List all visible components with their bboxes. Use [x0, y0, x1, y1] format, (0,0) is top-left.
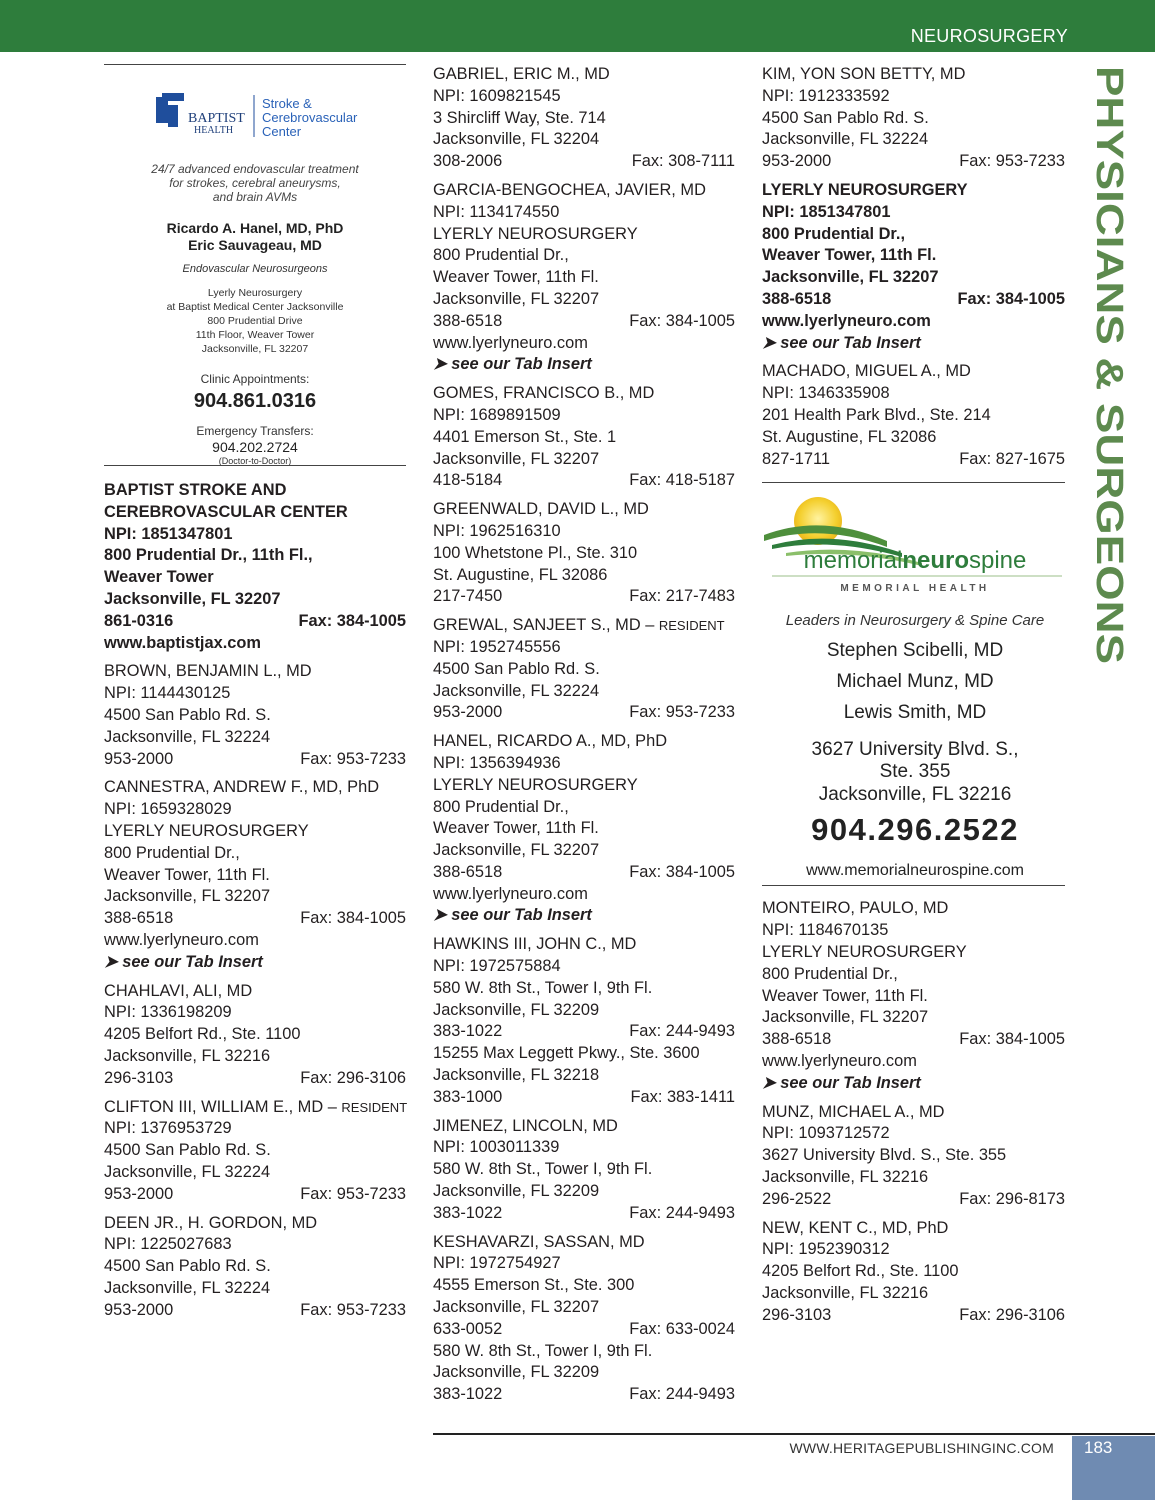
directory-entry	[433, 64, 735, 173]
entry-line: Jacksonville, FL 32204	[433, 130, 600, 149]
fax: Fax: 633-0024	[629, 1319, 735, 1338]
side-title	[1085, 60, 1133, 680]
phone: 388-6518	[433, 311, 503, 330]
entry-line: DEEN JR., H. GORDON, MD	[104, 1213, 318, 1232]
entry-line: Jacksonville, FL 32216	[762, 1283, 929, 1302]
memorial-url: www.memorialneurospine.com	[806, 862, 1024, 880]
entry-line: NEW, KENT C., MD, PhD	[762, 1218, 949, 1237]
phone-line	[104, 1068, 406, 1090]
directory-entry	[762, 898, 1065, 1094]
entry-line: MACHADO, MIGUEL A., MD	[762, 362, 971, 381]
column-3	[762, 64, 1065, 1333]
fax: Fax: 953-7233	[300, 749, 406, 768]
entry-line: 800 Prudential Dr.,	[433, 797, 569, 816]
entry-line: Jacksonville, FL 32207	[433, 1298, 600, 1317]
entry-line: Jacksonville, FL 32209	[433, 1000, 600, 1019]
entry-line: Jacksonville, FL 32216	[104, 1046, 271, 1065]
directory-entry	[433, 1232, 735, 1406]
phone: 953-2000	[104, 1184, 174, 1203]
entry-line: 3 Shircliff Way, Ste. 714	[433, 108, 606, 127]
directory-entry	[433, 180, 735, 376]
entry-line: KESHAVARZI, SASSAN, MD	[433, 1232, 645, 1251]
fax: Fax: 384-1005	[629, 862, 735, 881]
entries-column-2	[433, 64, 735, 1406]
phone-line	[104, 611, 406, 633]
directory-entry	[433, 383, 735, 492]
address-0: Lyerly Neurosurgery	[207, 287, 303, 299]
baptist-ad-graphic	[104, 65, 406, 465]
entry-line: LYERLY NEUROSURGERY	[104, 821, 309, 840]
phone-line	[104, 908, 406, 930]
phone: 296-2522	[762, 1189, 832, 1208]
entries-column-1	[104, 480, 406, 1321]
phone-line	[104, 749, 406, 771]
tab-insert-note: ➤ see our Tab Insert	[762, 1073, 921, 1092]
entry-line: 4555 Emerson St., Ste. 300	[433, 1276, 635, 1295]
directory-entry	[104, 1213, 406, 1322]
entry-line: 800 Prudential Dr.,	[762, 964, 898, 983]
entries-column-3-bottom	[762, 898, 1065, 1326]
phone-line	[762, 151, 1065, 173]
fax: Fax: 384-1005	[300, 909, 406, 928]
m-address-2: Jacksonville, FL 32216	[818, 784, 1012, 806]
entry-line: NPI: 1912333592	[762, 86, 890, 105]
entry-line: NPI: 1609821545	[433, 86, 561, 105]
directory-entry	[104, 480, 406, 654]
phone-line	[762, 1029, 1065, 1051]
entry-line: Jacksonville, FL 32224	[433, 681, 600, 700]
fax: Fax: 827-1675	[959, 449, 1065, 468]
entry-line: St. Augustine, FL 32086	[762, 427, 937, 446]
phone-line	[433, 862, 735, 884]
entry-line: 201 Health Park Blvd., Ste. 214	[762, 405, 991, 424]
entry-line: 4401 Emerson St., Ste. 1	[433, 427, 617, 446]
phone: 388-6518	[762, 289, 832, 308]
center-line-1: Cerebrovascular	[262, 110, 358, 125]
phone-line	[433, 1203, 735, 1225]
entry-line: 4205 Belfort Rd., Ste. 1100	[104, 1025, 301, 1044]
entry-line: MONTEIRO, PAULO, MD	[762, 899, 949, 918]
tab-insert-note: ➤ see our Tab Insert	[104, 952, 263, 971]
phone: 388-6518	[762, 1030, 832, 1049]
entry-line: 4500 San Pablo Rd. S.	[433, 659, 600, 678]
website-link[interactable]: www.lyerlyneuro.com	[104, 930, 259, 949]
entry-line: Jacksonville, FL 32216	[762, 1167, 929, 1186]
entry-line: Jacksonville, FL 32207	[104, 589, 281, 608]
entry-line: Jacksonville, FL 32207	[433, 841, 600, 860]
entry-line: NPI: 1952745556	[433, 637, 561, 656]
fax: Fax: 308-7111	[631, 152, 735, 171]
entry-line: NPI: 1356394936	[433, 753, 561, 772]
phone: 383-1000	[433, 1087, 503, 1106]
phone: 383-1022	[433, 1022, 503, 1041]
website-link[interactable]: www.baptistjax.com	[104, 633, 261, 652]
tab-insert-note: ➤ see our Tab Insert	[433, 355, 592, 374]
fax: Fax: 384-1005	[629, 311, 735, 330]
fax: Fax: 296-8173	[959, 1189, 1065, 1208]
divider	[762, 885, 1065, 886]
directory-entry	[433, 731, 735, 927]
entry-line: NPI: 1144430125	[104, 684, 231, 703]
directory-entry	[104, 981, 406, 1090]
website-link[interactable]: www.lyerlyneuro.com	[762, 1051, 917, 1070]
entry-line: NPI: 1003011339	[433, 1138, 560, 1157]
fax: Fax: 953-7233	[959, 152, 1065, 171]
entry-line: HANEL, RICARDO A., MD, PhD	[433, 732, 668, 751]
brand-a: memorial	[803, 547, 903, 575]
m-address-1: Ste. 355	[879, 761, 951, 783]
phone: 308-2006	[433, 152, 503, 171]
baptist-logo-sub: HEALTH	[194, 125, 234, 136]
entry-line: 4500 San Pablo Rd. S.	[104, 1257, 271, 1276]
entry-line: 4500 San Pablo Rd. S.	[762, 108, 929, 127]
fax: Fax: 296-3106	[959, 1305, 1065, 1324]
clinic-phone: 904.861.0316	[193, 390, 317, 412]
memorial-phone: 904.296.2522	[811, 812, 1019, 848]
entry-line: Jacksonville, FL 32207	[433, 289, 600, 308]
entry-line: LYERLY NEUROSURGERY	[433, 224, 638, 243]
website-link[interactable]: www.lyerlyneuro.com	[762, 311, 931, 330]
entries-column-3-top	[762, 64, 1065, 470]
entry-line: NPI: 1972754927	[433, 1254, 561, 1273]
m-address-0: 3627 University Blvd. S.,	[811, 739, 1019, 761]
phone: 296-3103	[104, 1068, 174, 1087]
entry-line: KIM, YON SON BETTY, MD	[762, 65, 966, 83]
directory-entry	[433, 934, 735, 1108]
fax: Fax: 383-1411	[630, 1087, 735, 1106]
entry-line: Weaver Tower, 11th Fl.	[104, 865, 270, 884]
entry-line: 4500 San Pablo Rd. S.	[104, 705, 271, 724]
fax: Fax: 384-1005	[959, 1030, 1065, 1049]
entry-line: NPI: 1659328029	[104, 800, 232, 819]
m-doctor-0: Stephen Scibelli, MD	[826, 640, 1004, 662]
entry-line: Jacksonville, FL 32218	[433, 1066, 600, 1085]
website-link[interactable]: www.lyerlyneuro.com	[433, 333, 588, 352]
phone-line	[433, 1087, 735, 1109]
entry-line: HAWKINS III, JOHN C., MD	[433, 935, 637, 954]
baptist-ad	[104, 65, 406, 465]
sun-logo-icon	[794, 497, 842, 545]
phone: 633-0052	[433, 1319, 503, 1338]
phone-line	[104, 1300, 406, 1322]
page-number: 183	[1084, 1438, 1113, 1457]
emergency-note: (Doctor-to-Doctor)	[218, 456, 292, 465]
entry-line: 580 W. 8th St., Tower I, 9th Fl.	[433, 978, 653, 997]
memorial-brand	[804, 547, 1027, 574]
address-2: 800 Prudential Drive	[207, 315, 303, 327]
address-4: Jacksonville, FL 32207	[201, 343, 309, 355]
phone-line	[433, 702, 735, 724]
entry-line: Weaver Tower	[104, 568, 214, 587]
phone: 827-1711	[762, 449, 831, 468]
entry-line: NPI: 1972575884	[433, 957, 561, 976]
phone: 861-0316	[104, 611, 174, 630]
entry-line: NPI: 1376953729	[104, 1119, 232, 1138]
column-2	[433, 64, 735, 1413]
section-title: NEUROSURGERY	[910, 26, 1068, 46]
divider	[104, 465, 406, 466]
entry-line: NPI: 1134174550	[433, 202, 560, 221]
entry-line: CEREBROVASCULAR CENTER	[104, 502, 348, 521]
fax: Fax: 296-3106	[300, 1068, 406, 1087]
entry-line: LYERLY NEUROSURGERY	[433, 775, 638, 794]
phone-line	[762, 289, 1065, 311]
phone: 953-2000	[104, 1300, 174, 1319]
entry-line: 4500 San Pablo Rd. S.	[104, 1141, 271, 1160]
clinic-label: Clinic Appointments:	[200, 372, 310, 386]
fax: Fax: 244-9493	[629, 1203, 735, 1222]
phone-line	[104, 1184, 406, 1206]
m-doctor-2: Lewis Smith, MD	[843, 702, 987, 724]
phone-line	[433, 470, 735, 492]
entry-line: GARCIA-BENGOCHEA, JAVIER, MD	[433, 180, 706, 199]
entry-line: NPI: 1952390312	[762, 1240, 890, 1259]
entry-line: LYERLY NEUROSURGERY	[762, 180, 968, 199]
phone: 388-6518	[433, 862, 503, 881]
phone: 953-2000	[433, 703, 503, 722]
phone-line	[433, 311, 735, 333]
entry-line: 800 Prudential Dr., 11th Fl.,	[104, 546, 313, 565]
emergency-phone: 904.202.2724	[212, 439, 298, 455]
entry-line: GABRIEL, ERIC M., MD	[433, 65, 610, 83]
baptist-logo-icon	[156, 93, 184, 127]
fax: Fax: 384-1005	[298, 611, 406, 630]
memorial-ad-graphic	[762, 483, 1065, 881]
entry-line: Weaver Tower, 11th Fl.	[762, 246, 937, 265]
doctor-1: Eric Sauvageau, MD	[188, 237, 322, 253]
entry-line: MUNZ, MICHAEL A., MD	[762, 1102, 945, 1121]
entry-line: NPI: 1184670135	[762, 921, 889, 940]
fax: Fax: 953-7233	[300, 1300, 406, 1319]
directory-entry	[762, 361, 1065, 470]
column-1	[104, 64, 406, 1328]
entry-line: NPI: 1346335908	[762, 384, 890, 403]
ad-role: Endovascular Neurosurgeons	[182, 263, 328, 275]
entry-line: Weaver Tower, 11th Fl.	[433, 268, 599, 287]
fax: Fax: 953-7233	[629, 703, 735, 722]
entry-line: 580 W. 8th St., Tower I, 9th Fl.	[433, 1341, 653, 1360]
entry-name: GREWAL, SANJEET S., MD – RESIDENT	[433, 616, 725, 635]
phone: 953-2000	[104, 749, 174, 768]
phone: 418-5184	[433, 471, 503, 490]
header-bar	[0, 0, 1155, 52]
entry-line: NPI: 1225027683	[104, 1235, 232, 1254]
entry-line: 15255 Max Leggett Pkwy., Ste. 3600	[433, 1044, 700, 1063]
directory-entry	[433, 615, 735, 724]
resident-label: RESIDENT	[341, 1099, 408, 1115]
phone: 953-2000	[762, 152, 832, 171]
directory-entry	[762, 64, 1065, 173]
phone-line	[433, 1384, 735, 1406]
entry-line: Jacksonville, FL 32224	[762, 130, 929, 149]
phone: 388-6518	[104, 909, 174, 928]
entry-line: GREENWALD, DAVID L., MD	[433, 500, 649, 519]
center-line-2: Center	[262, 124, 302, 139]
entry-line: NPI: 1962516310	[433, 521, 561, 540]
entry-line: Jacksonville, FL 32209	[433, 1182, 600, 1201]
footer-url[interactable]: WWW.HERITAGEPUBLISHINGINC.COM	[789, 1440, 1054, 1456]
phone: 296-3103	[762, 1305, 832, 1324]
phone-line	[433, 1021, 735, 1043]
website-link[interactable]: www.lyerlyneuro.com	[433, 884, 588, 903]
fax: Fax: 418-5187	[629, 471, 735, 490]
tab-insert-note: ➤ see our Tab Insert	[762, 333, 921, 352]
entry-line: 100 Whetstone Pl., Ste. 310	[433, 543, 638, 562]
entry-line: LYERLY NEUROSURGERY	[762, 942, 967, 961]
phone: 383-1022	[433, 1385, 503, 1404]
entry-line: NPI: 1336198209	[104, 1003, 232, 1022]
entry-line: Jacksonville, FL 32207	[104, 887, 271, 906]
brand-c: spine	[968, 547, 1027, 575]
entry-line: NPI: 1689891509	[433, 405, 561, 424]
entry-line: Weaver Tower, 11th Fl.	[433, 819, 599, 838]
directory-entry	[762, 1218, 1065, 1327]
resident-label: RESIDENT	[658, 618, 725, 634]
phone: 217-7450	[433, 587, 503, 606]
fax: Fax: 217-7483	[629, 587, 735, 606]
emergency-label: Emergency Transfers:	[196, 424, 314, 438]
side-title-text: PHYSICIANS & SURGEONS	[1088, 66, 1130, 565]
fax: Fax: 384-1005	[957, 289, 1065, 308]
entry-line: Jacksonville, FL 32207	[762, 268, 939, 287]
entry-line: Jacksonville, FL 32224	[104, 1162, 271, 1181]
phone: 383-1022	[433, 1203, 503, 1222]
memorial-sub: MEMORIAL HEALTH	[840, 583, 990, 595]
directory-entry	[104, 661, 406, 770]
entry-line: GOMES, FRANCISCO B., MD	[433, 384, 655, 403]
phone-line	[433, 151, 735, 173]
directory-entry	[762, 180, 1065, 354]
entry-line: CHAHLAVI, ALI, MD	[104, 981, 253, 1000]
entry-line: NPI: 1851347801	[104, 524, 233, 543]
directory-entry	[762, 1102, 1065, 1211]
entry-line: BAPTIST STROKE AND	[104, 481, 287, 499]
memorial-ad	[762, 483, 1065, 881]
directory-entry	[433, 499, 735, 608]
phone-line	[433, 1319, 735, 1341]
tagline-1: for strokes, cerebral aneurysms,	[169, 176, 341, 190]
phone-line	[762, 1305, 1065, 1327]
doctor-0: Ricardo A. Hanel, MD, PhD	[166, 220, 344, 236]
brand-b: neuro	[902, 547, 969, 575]
entry-line: 4205 Belfort Rd., Ste. 1100	[762, 1262, 959, 1281]
baptist-logo-name: BAPTIST	[188, 111, 245, 126]
entry-line: 800 Prudential Dr.,	[762, 224, 906, 243]
address-3: 11th Floor, Weaver Tower	[195, 329, 315, 341]
entry-line: 800 Prudential Dr.,	[104, 843, 240, 862]
fax: Fax: 244-9493	[629, 1385, 735, 1404]
m-doctor-1: Michael Munz, MD	[836, 671, 994, 693]
entry-line: Jacksonville, FL 32207	[762, 1008, 929, 1027]
entry-line: Jacksonville, FL 32224	[104, 1278, 271, 1297]
fax: Fax: 244-9493	[629, 1022, 735, 1041]
entry-line: BROWN, BENJAMIN L., MD	[104, 662, 312, 681]
entry-line: 3627 University Blvd. S., Ste. 355	[762, 1146, 1007, 1165]
memorial-tagline: Leaders in Neurosurgery & Spine Care	[785, 612, 1045, 630]
entry-line: St. Augustine, FL 32086	[433, 565, 608, 584]
address-1: at Baptist Medical Center Jacksonville	[166, 301, 344, 313]
entry-line: NPI: 1851347801	[762, 202, 891, 221]
tagline-2: and brain AVMs	[212, 190, 298, 204]
directory-entry	[104, 777, 406, 973]
entry-line: Weaver Tower, 11th Fl.	[762, 986, 928, 1005]
entry-line: Jacksonville, FL 32224	[104, 727, 271, 746]
entry-line: Jacksonville, FL 32207	[433, 449, 600, 468]
directory-entry	[433, 1116, 735, 1225]
phone-line	[433, 586, 735, 608]
entry-line: NPI: 1093712572	[762, 1124, 890, 1143]
directory-entry	[104, 1097, 406, 1206]
page-number-box	[1072, 1436, 1155, 1500]
entry-line: 580 W. 8th St., Tower I, 9th Fl.	[433, 1160, 653, 1179]
phone-line	[762, 449, 1065, 471]
fax: Fax: 953-7233	[300, 1184, 406, 1203]
entry-line: CANNESTRA, ANDREW F., MD, PhD	[104, 778, 380, 797]
entry-line: JIMENEZ, LINCOLN, MD	[433, 1116, 618, 1135]
entry-name: CLIFTON III, WILLIAM E., MD – RESIDENT	[104, 1097, 408, 1116]
entry-line: Jacksonville, FL 32209	[433, 1363, 600, 1382]
footer-rule	[433, 1433, 1155, 1435]
tab-insert-note: ➤ see our Tab Insert	[433, 906, 592, 925]
center-line-0: Stroke &	[262, 96, 312, 111]
entry-line: 800 Prudential Dr.,	[433, 246, 569, 265]
tagline-0: 24/7 advanced endovascular treatment	[151, 162, 359, 176]
phone-line	[762, 1189, 1065, 1211]
